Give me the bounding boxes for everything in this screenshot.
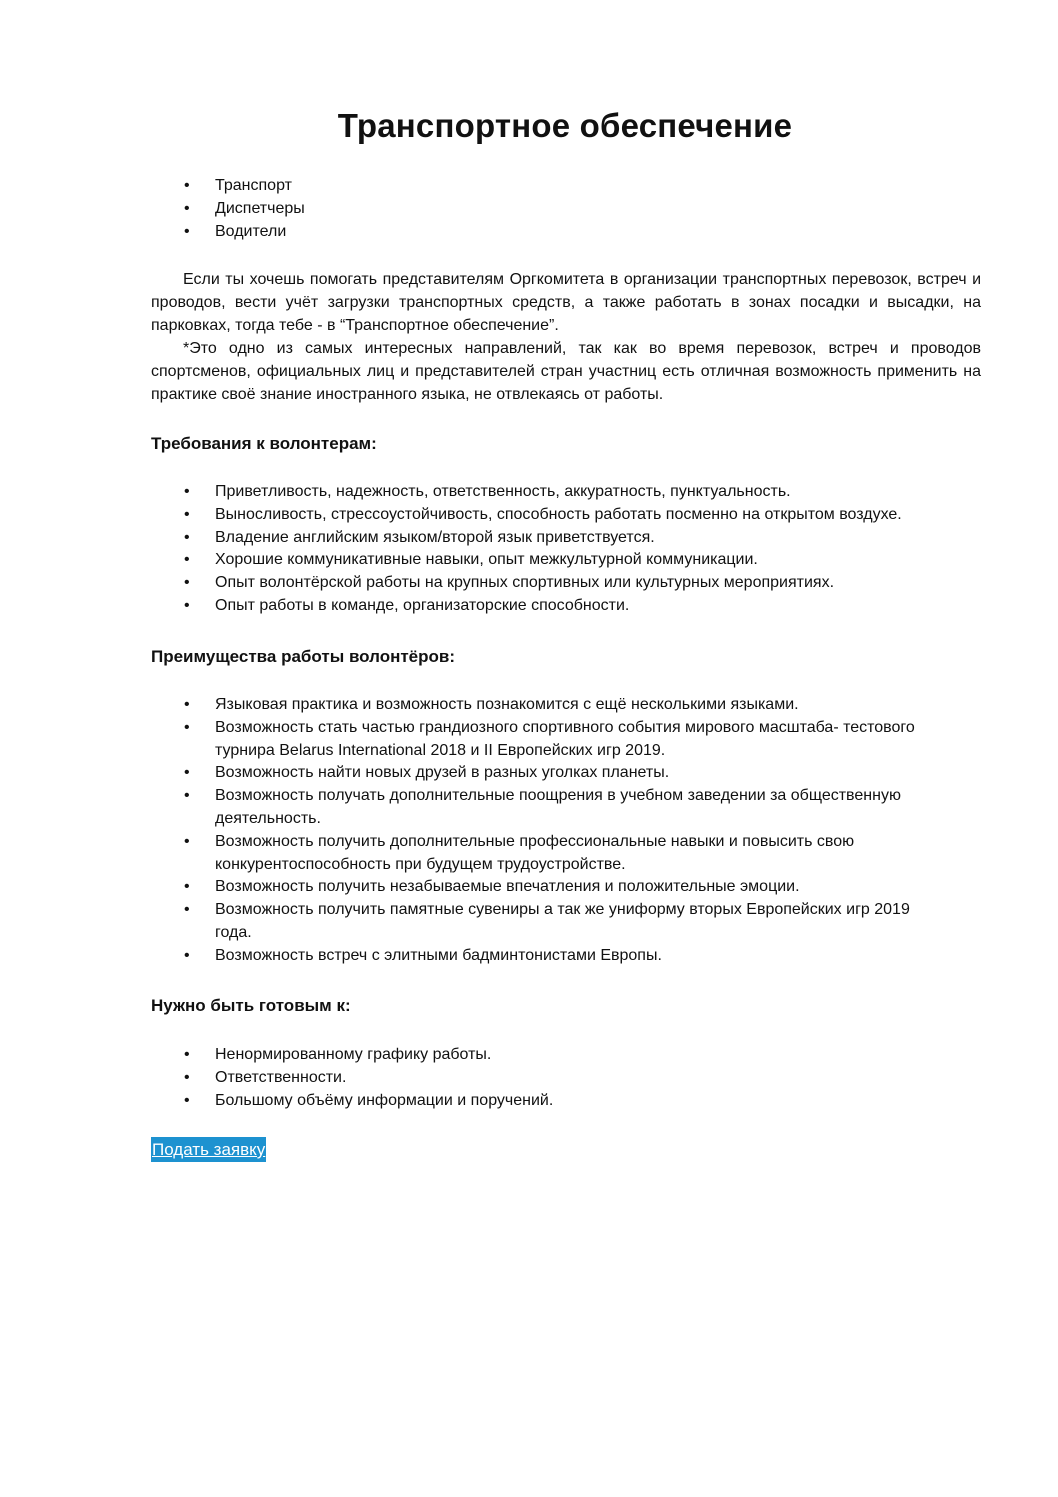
list-item <box>0 694 1000 717</box>
list-item-line: Возможность получить незабываемые впечатления и положительные эмоции. <box>215 878 800 896</box>
list-item-line: Возможность встреч с элитными бадминтонистами Европы. <box>215 946 662 964</box>
directions-list <box>0 175 1000 243</box>
readiness-heading: Нужно быть готовым к: <box>151 996 351 1015</box>
list-item <box>0 717 1000 763</box>
list-item <box>0 945 1000 968</box>
requirements-list <box>0 481 1000 618</box>
list-item-line: Возможность получить дополнительные профессиональные навыки и повысить свою <box>215 832 855 850</box>
list-item: • Владение английским языком/второй язык приветствуется. <box>0 527 1000 550</box>
list-item: • Выносливость, стрессоустойчивость, способность работать посменно на открытом воздухе. <box>0 504 1000 527</box>
list-item-line: Возможность получить памятные сувениры а так же униформу вторых Европейских игр 2019 <box>215 901 910 919</box>
list-item: • Опыт работы в команде, организаторские способности. <box>0 595 1000 618</box>
advantages-heading: Преимущества работы волонтёров: <box>151 647 456 666</box>
list-item: • Ответственности. <box>0 1067 1000 1090</box>
list-item-line: Языковая практика и возможность познакомится с ещё несколькими языками. <box>215 696 799 713</box>
list-item: • Диспетчеры <box>0 198 1000 221</box>
list-item-line: турнира Belarus International 2018 и II Европейских игр 2019. <box>215 741 666 759</box>
list-item-line: года. <box>215 923 252 941</box>
requirements-heading: Требования к волонтерам: <box>151 434 377 453</box>
intro-paragraph: Если ты хочешь помогать представителям Оргкомитета в организации транспортных перевозок, встреч и проводов, вести учёт загрузки транспортных средств, а также работать в зонах посадки и высадки, на парковках, тогда тебе - в “Транспортное обеспечение”. <box>151 271 981 334</box>
list-item: • Приветливость, надежность, ответственность, аккуратность, пунктуальность. <box>0 481 1000 504</box>
list-item <box>0 831 1000 877</box>
list-item-line: Возможность получать дополнительные поощрения в учебном заведении за общественную <box>215 787 901 805</box>
list-item: • Ненормированному графику работы. <box>0 1044 1000 1067</box>
list-item: • Транспорт <box>0 175 1000 198</box>
list-item-line: деятельность. <box>215 809 321 827</box>
readiness-list <box>0 1044 1000 1112</box>
page-title: Транспортное обеспечение <box>337 107 793 144</box>
list-item <box>0 762 1000 785</box>
apply-link[interactable]: Подать заявку <box>151 1137 266 1162</box>
list-item <box>0 899 1000 945</box>
note-paragraph: *Это одно из самых интересных направлений, так как во время перевозок, встреч и проводов спортсменов, официальных лиц и представителей стран участниц есть отличная возможность применить на практике своё знание иностранного языка, не отвлекаясь от работы. <box>151 340 981 403</box>
list-item-line: Возможность стать частью грандиозного спортивного события мирового масштаба- тестового <box>215 718 915 736</box>
list-item-line: Возможность найти новых друзей в разных уголках планеты. <box>215 764 670 782</box>
list-item: • Водители <box>0 221 1000 244</box>
list-item <box>0 876 1000 899</box>
list-item <box>0 785 1000 831</box>
list-item: • Опыт волонтёрской работы на крупных спортивных или культурных мероприятиях. <box>0 572 1000 595</box>
list-item-line: конкурентоспособность при будущем трудоустройстве. <box>215 855 626 873</box>
list-item: • Большому объёму информации и поручений. <box>0 1090 1000 1113</box>
list-item: • Хорошие коммуникативные навыки, опыт межкультурной коммуникации. <box>0 549 1000 572</box>
advantages-list <box>0 694 1000 968</box>
